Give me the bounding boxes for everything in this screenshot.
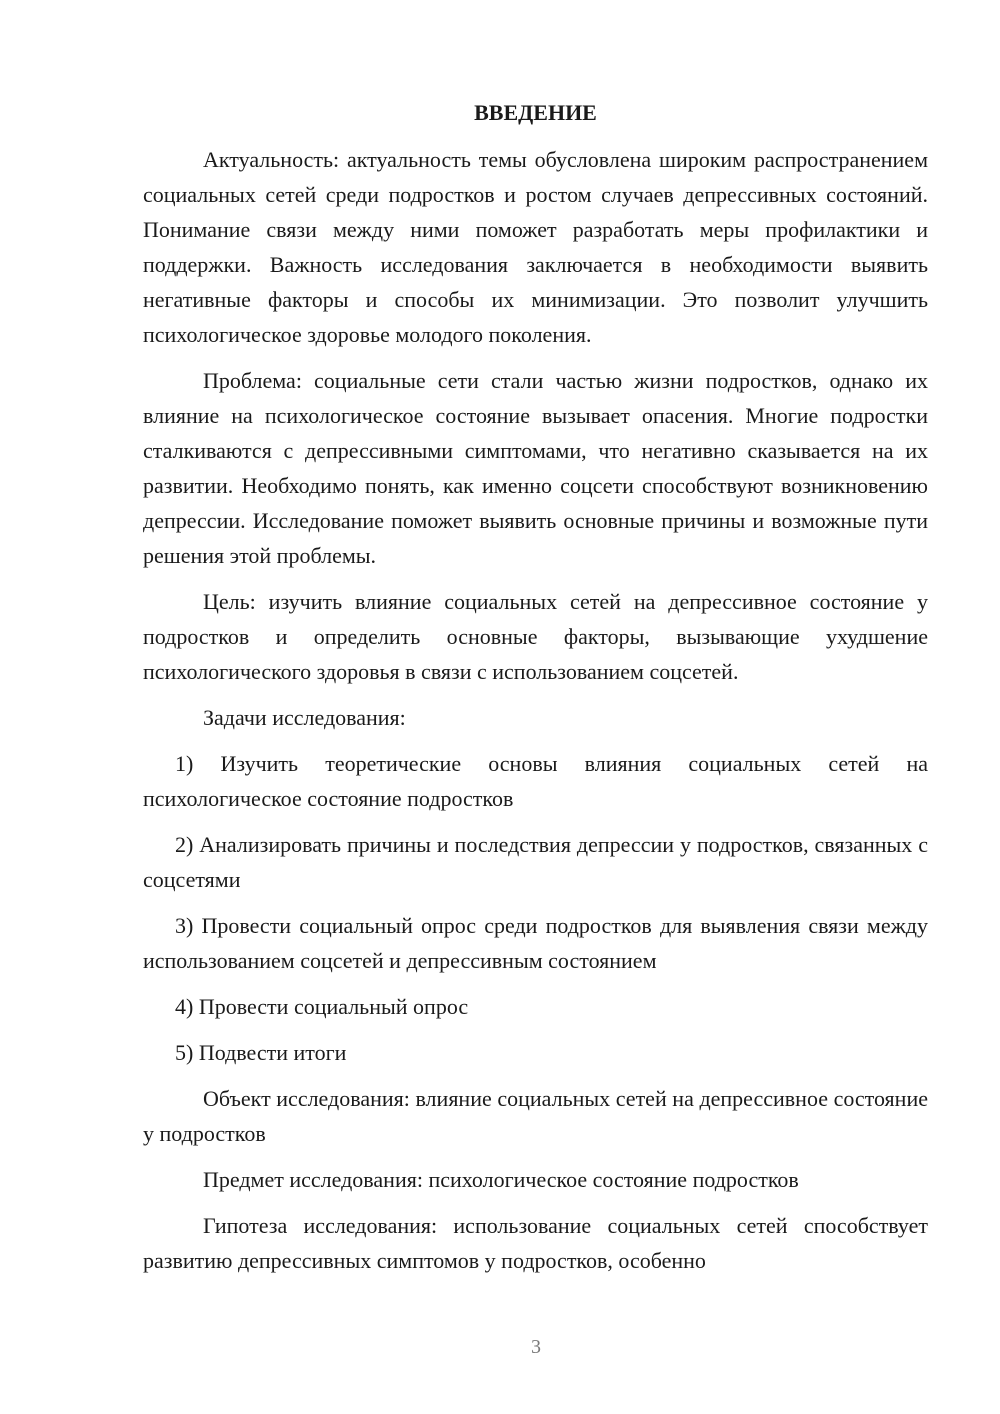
paragraph-tasks-heading: Задачи исследования: (203, 705, 406, 730)
paragraph-hypothesis: Гипотеза исследования: использование социальных сетей способствует развитию депрессивных симптомов у подростков, особенно (143, 1213, 928, 1273)
task-item-1: 1) Изучить теоретические основы влияния социальных сетей на психологическое состояние подростков (143, 751, 928, 811)
task-item-3: 3) Провести социальный опрос среди подростков для выявления связи между использованием соцсетей и депрессивным состоянием (143, 913, 928, 973)
section-title: ВВЕДЕНИЕ (474, 100, 597, 125)
task-item-5: 5) Подвести итоги (175, 1040, 347, 1065)
task-item-4: 4) Провести социальный опрос (175, 994, 469, 1019)
page-number: 3 (531, 1336, 541, 1358)
page-content (143, 95, 928, 1289)
task-item-2: 2) Анализировать причины и последствия депрессии у подростков, связанных с соцсетями (143, 832, 928, 892)
paragraph-subject: Предмет исследования: психологическое состояние подростков (203, 1167, 799, 1192)
paragraph-object: Объект исследования: влияние социальных сетей на депрессивное состояние у подростков (143, 1086, 928, 1146)
paragraph-relevance: Актуальность: актуальность темы обусловлена широким распространением социальных сетей среди подростков и ростом случаев депрессивных состояний. Понимание связи между ними поможет разработать меры профилактики и поддержки. Важность исследования заключается в необходимости выявить негативные факторы и способы их минимизации. Это позволит улучшить психологическое здоровье молодого поколения. (143, 147, 928, 347)
paragraph-problem: Проблема: социальные сети стали частью жизни подростков, однако их влияние на психологическое состояние вызывает опасения. Многие подростки сталкиваются с депрессивными симптомами, что негативно сказывается на их развитии. Необходимо понять, как именно соцсети способствуют возникновению депрессии. Исследование поможет выявить основные причины и возможные пути решения этой проблемы. (143, 368, 928, 568)
paragraph-goal: Цель: изучить влияние социальных сетей на депрессивное состояние у подростков и определить основные факторы, вызывающие ухудшение психологического здоровья в связи с использованием соцсетей. (143, 589, 928, 684)
